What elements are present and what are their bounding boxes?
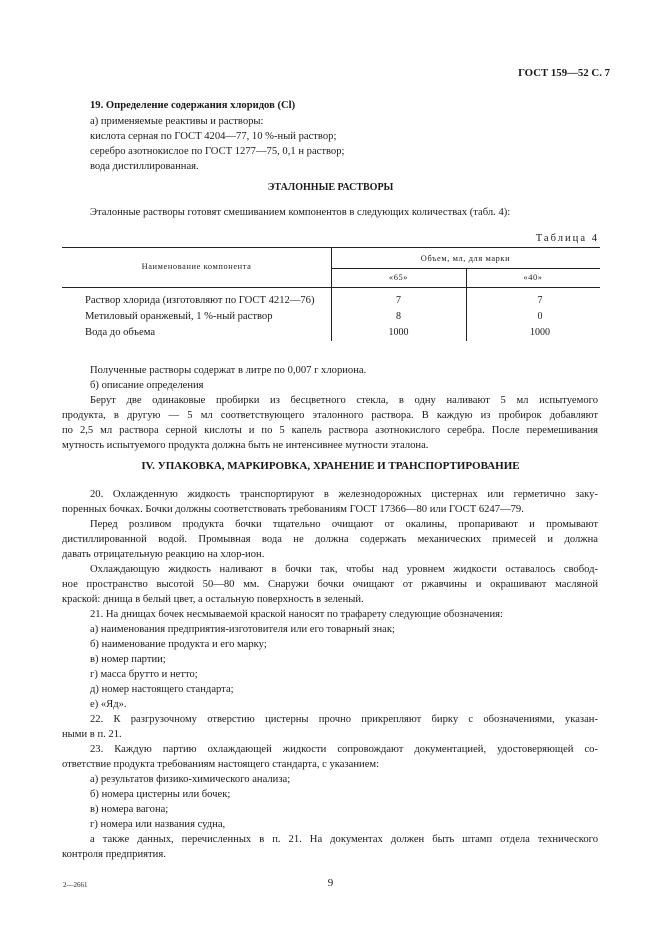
para-line: по 2,5 мл раствора серной кислоты и по 5 капель раствора азотнокислого серебра. После перемешивания (62, 425, 598, 436)
table-col-component: Наименование компонента (141, 262, 252, 271)
sec19-line-3: серебро азотнокислое по ГОСТ 1277—75, 0,1 н раствор; (90, 146, 345, 157)
table-row-name: Раствор хлорида (изготовляют по ГОСТ 4212—76) (85, 295, 315, 306)
p23-end-line: контроля предприятия. (62, 849, 166, 860)
p20b-line: дистиллированной водой. Промывная вода не должна содержать механических примесей и должна (62, 534, 598, 545)
p20c-line: краской: днища в белый цвет, а остальную поверхность в зеленый. (62, 594, 364, 605)
p22-line: 22. К разгрузочному отверстию цистерны прочно прикрепляют бирку с обозначениями, указан- (90, 714, 598, 725)
p21-item: б) наименование продукта и его марку; (90, 639, 267, 650)
table-row-v65: 1000 (388, 327, 409, 338)
p20c-line: Охлаждающую жидкость наливают в бочки так, чтобы над уровнем жидкости оставалось свобод- (90, 564, 598, 575)
sec19-line-2: кислота серная по ГОСТ 4204—77, 10 %-ный раствор; (90, 131, 337, 142)
table-col-volume: Объем, мл, для марки (420, 254, 511, 263)
table-grade-65: «65» (388, 273, 409, 282)
p20-line: поренных бочках. Бочки должны соответствовать требованиям ГОСТ 17366—80 или ГОСТ 6247—79. (62, 504, 524, 515)
table-row-v65: 8 (396, 311, 401, 322)
table-caption: Таблица 4 (535, 233, 599, 244)
p20-line: 20. Охлажденную жидкость транспортируют в железнодорожных цистернах или герметично заку- (90, 489, 598, 500)
p20c-line: ное пространство высотой 50—80 мм. Снаружи бочки очищают от ржавчины и окрашивают масляной (62, 579, 598, 590)
table-row-name: Метиловый оранжевый, 1 %-ный раствор (85, 311, 273, 322)
p23-item: г) номера или названия судна, (90, 819, 226, 830)
p23-line: ответствие продукта требованиям настоящего стандарта, с указанием: (62, 759, 380, 770)
footer-code: 2—2661 (63, 881, 88, 889)
p20b-line: Перед розливом продукта бочки тщательно очищают от окалины, пропаривают и промывают (90, 519, 598, 530)
p21-item: д) номер настоящего стандарта; (90, 684, 234, 695)
table-row-v40: 0 (537, 311, 543, 322)
p23-item: а) результатов физико-химического анализа; (90, 774, 291, 785)
p21-item: г) масса брутто и нетто; (90, 669, 198, 680)
p20b-line: давать отрицательную реакцию на хлор-ион. (62, 549, 265, 560)
after-table-line-2: б) описание определения (90, 380, 204, 391)
page-header: ГОСТ 159—52 С. 7 (518, 67, 610, 79)
p23-line: 23. Каждую партию охлаждающей жидкости сопровождают документацией, удостоверяющей со- (90, 744, 598, 755)
sec19-line-1: а) применяемые реактивы и растворы: (90, 116, 264, 127)
table-row-v40: 7 (537, 295, 543, 306)
section-4-heading: IV. УПАКОВКА, МАРКИРОВКА, ХРАНЕНИЕ И ТРАНСПОРТИРОВАНИЕ (141, 460, 520, 472)
p23-item: в) номера вагона; (90, 804, 169, 815)
table-row-v40: 1000 (530, 327, 550, 338)
section-19-title: 19. Определение содержания хлоридов (Cl) (90, 100, 296, 111)
sec19-line-4: вода дистиллированная. (90, 161, 199, 172)
table-grade-40: «40» (523, 273, 543, 282)
after-table-line-1: Полученные растворы содержат в литре по 0,007 г хлориона. (90, 365, 367, 376)
etalon-heading: ЭТАЛОННЫЕ РАСТВОРЫ (267, 182, 394, 193)
table-row-v65: 7 (396, 295, 401, 306)
p21-item: а) наименования предприятия-изготовителя или его товарный знак; (90, 624, 395, 635)
etalon-intro: Эталонные растворы готовят смешиванием компонентов в следующих количествах (табл. 4): (90, 207, 511, 218)
p21-line: 21. На днищах бочек несмываемой краской наносят по трафарету следующие обозначения: (90, 609, 503, 620)
para-line: мутность испытуемого продукта должна быть не интенсивнее мутности эталона. (62, 440, 429, 451)
table-row-name: Вода до объема (85, 327, 156, 338)
p21-item: е) «Яд». (90, 699, 127, 710)
p21-item: в) номер партии; (90, 654, 166, 665)
p23-end-line: а также данных, перечисленных в п. 21. На документах должен быть штамп отдела технического (90, 834, 598, 845)
para-line: Берут две одинаковые пробирки из бесцветного стекла, в одну наливают 5 мл испытуемого (90, 395, 598, 406)
p23-item: б) номера цистерны или бочек; (90, 789, 231, 800)
p22-line: ными в п. 21. (62, 729, 122, 740)
para-line: продукта, в другую — 5 мл соответствующего эталонного раствора. В каждую из пробирок добавляют (62, 410, 598, 421)
page-number: 9 (327, 877, 334, 889)
